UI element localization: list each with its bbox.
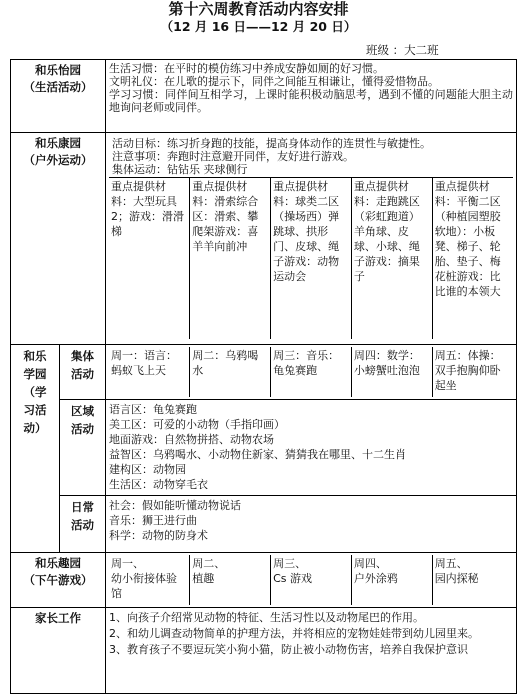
outdoor-cell: 重点提供材料：滑索综合区：滑索、攀爬架游戏：喜羊羊向前冲 (190, 178, 271, 340)
outdoor-row (11, 133, 517, 345)
outdoor-section-label: 和乐康园 （户外运动） (11, 133, 106, 345)
group-day: 周五：体操：双手抱胸仰卧起坐 (434, 349, 501, 392)
play-day: 周一、 幼小衔接体验馆 (109, 555, 190, 605)
outdoor-content (106, 133, 517, 345)
date-range: （12 月 16 日——12 月 20 日） (160, 19, 357, 34)
area-activity-label: 区域 活动 (60, 400, 106, 496)
parents-item: 3、教育孩子不要逗玩笑小狗小猫，防止被小动物伤害，培养自我保护意识 (109, 643, 468, 656)
outdoor-notice: 注意事项：奔跑时注意避开同伴，友好进行游戏。 (112, 150, 354, 163)
group-day: 周二：乌鸦喝水 (190, 347, 271, 397)
parents-content (106, 608, 517, 694)
play-content (106, 553, 517, 608)
page-title: 第十六周教育活动内容安排 (168, 0, 349, 18)
life-habit: 生活习惯：在平时的模仿练习中养成安静如厕的好习惯。 (109, 62, 384, 75)
daily-item: 音乐：狮王进行曲 (109, 514, 197, 527)
outdoor-cell: 重点提供材料：大型玩具 2；游戏：滑滑梯 (109, 178, 190, 340)
area-activity-content (106, 400, 517, 496)
outdoor-cell: 重点提供材料：走跑跳区（彩虹跑道）羊角球、皮球、小球、绳子游戏：摘果子 (351, 178, 432, 340)
life-content (106, 60, 517, 133)
area-item: 建构区：动物园 (109, 463, 186, 476)
outdoor-group: 集体运动：钻钻乐 夹球侧行 (112, 163, 248, 176)
group-activity-label: 集体 活动 (60, 345, 106, 400)
play-day: 周四、 户外涂鸦 (351, 555, 432, 605)
schedule-table (10, 59, 517, 694)
play-day: 周五、 园内探秘 (434, 557, 479, 585)
play-day: 周三、 Cs 游戏 (271, 555, 352, 605)
daily-item: 科学：动物的防身术 (109, 529, 208, 542)
daily-activity-label: 日常 活动 (60, 496, 106, 553)
study-section-label: 和乐 学园 （学 习活 动） (11, 345, 60, 553)
life-study: 学习习惯：同伴间互相学习，上课时能积极动脑思考，遇到不懂的问题能大胆主动地询问老师或同伴。 (109, 88, 513, 114)
life-row (11, 60, 517, 133)
daily-item: 社会：假如能听懂动物说话 (109, 499, 241, 512)
group-day: 周三：音乐：龟兔赛跑 (271, 347, 352, 397)
life-section-label: 和乐怡园 （生活活动） (11, 60, 106, 133)
area-activity-row (11, 400, 517, 496)
class-label: 班级 ：大二班 (366, 43, 439, 57)
life-manners: 文明礼仪：在儿歌的提示下，同伴之间能互相谦让，懂得爱惜物品。 (109, 75, 439, 88)
area-item: 生活区：动物穿毛衣 (109, 478, 208, 491)
group-day: 周一：语言：蚂蚁飞上天 (109, 347, 190, 397)
play-day: 周二、 植趣 (190, 555, 271, 605)
area-item: 益智区：乌鸦喝水、小动物住新家、猜猜我在哪里、十二生肖 (109, 448, 406, 461)
parents-row (11, 608, 517, 694)
area-item: 语言区：龟兔赛跑 (109, 403, 197, 416)
group-activity-content (106, 345, 517, 400)
outdoor-cell: 重点提供材料：平衡二区（种植园塑胶软地）：小板凳、梯子、轮胎、垫子、梅花桩游戏：比比谁的本领大 (432, 178, 513, 340)
outdoor-goal: 活动目标：练习折身跑的技能，提高身体动作的连贯性与敏捷性。 (112, 137, 431, 150)
outdoor-cell: 重点提供材料：球类二区（操场西）弹跳球、拱形门、皮球、绳子游戏：动物运动会 (271, 178, 352, 340)
daily-activity-row (11, 496, 517, 553)
parents-item: 1、向孩子介绍常见动物的特征、生活习性以及动物尾巴的作用。 (109, 611, 424, 624)
group-activity-row (11, 345, 517, 400)
group-day: 周四：数学：小螃蟹吐泡泡 (351, 347, 432, 397)
daily-activity-content (106, 496, 517, 553)
parents-section-label: 家长工作 (11, 608, 106, 694)
area-item: 美工区：可爱的小动物（手指印画） (109, 418, 285, 431)
play-section-label: 和乐趣园 （下午游戏） (11, 553, 106, 608)
area-item: 地面游戏：自然物拼搭、动物农场 (109, 433, 274, 446)
parents-item: 2、和幼儿调查动物简单的护理方法，并将相应的宠物娃娃带到幼儿园里来。 (109, 627, 479, 640)
play-row (11, 553, 517, 608)
